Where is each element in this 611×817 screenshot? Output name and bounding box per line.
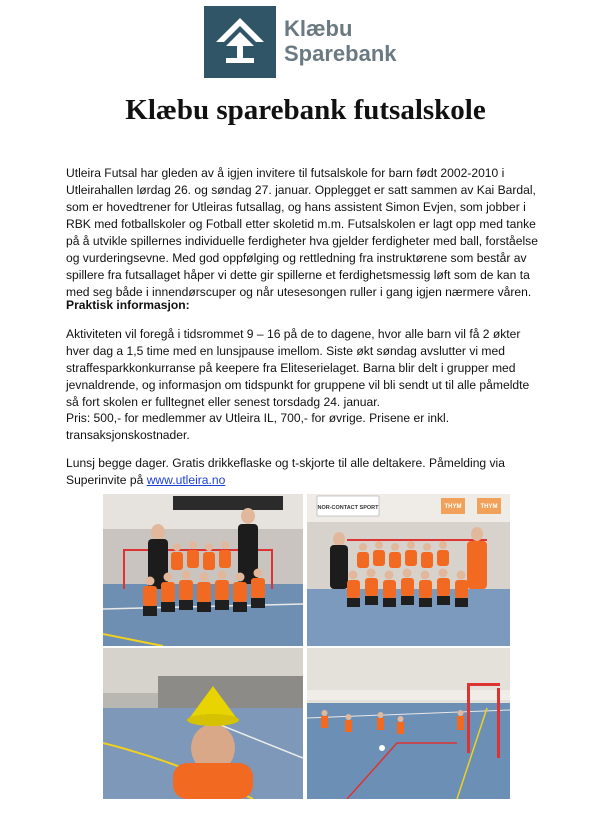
lunch-text: Lunsj begge dager. Gratis drikkeflaske og t-skjorte til alle deltakere. Påmelding via Superinvite på [66,456,505,487]
bank-logo [204,6,408,78]
photo-group-1 [103,494,303,646]
practical-paragraph: Aktiviteten vil foregå i tidsrommet 9 – 16 på de to dagene, hvor alle barn vil få 2 økter hver dag a 1,5 time med en lunsjpause imellom. Siste økt søndag avslutter vi med straffesparkkonkurranse på keepere fra Eliteserielaget. Barna blir delt i grupper med jevnaldrende, og informasjon om tidspunkt for gruppene vil bli sendt ut til alle påmeldte så fort skolen er fulltegnet eller senest torsdadg 24. januar. [66,327,530,409]
intro-paragraph: Utleira Futsal har gleden av å igjen invitere til futsalskole for barn født 2002-2010 i Utleirahallen lørdag 26. og søndag 27. januar. Opplegget er satt sammen av Kai Bardal, som er hovedtrener for Utleiras futsallag, og hans assistent Simon Evjen, som jobber i RBK med fotballskoler og Fotball etter skoletid m.m. Futsalskolen er lagt opp med tanke på å utvikle spillernes individuelle ferdigheter hva gjelder ferdigheter med ball, forståelse og vurderingsevne. Med god oppfølging og rettledning fra instruktørene som består av spillere fra futsallaget håper vi dette gir spillerne et ferdighetsmessig løft som de kan ta med seg både i innendørscuper og når utesesongen ruller i gang igjen nærmere våren. [66,166,538,299]
utleira-link[interactable]: www.utleira.no [146,473,226,487]
lunch-paragraph [66,455,544,489]
photo-cone-hat [103,648,303,799]
price-paragraph: Pris: 500,- for medlemmer av Utleira IL, 700,- for øvrige. Prisene er inkl. transaksjonskostnader. [66,411,450,442]
ad-sign-1: THYM [444,504,462,510]
bank-logo-text: Klæbu Sparebank [284,16,397,66]
section-heading: Praktisk informasjon: [66,298,190,312]
bank-tree-logo-icon [204,6,276,78]
photo-hall-training [307,648,510,799]
banner-text: NOR-CONTACT SPORT [317,505,379,511]
photo-group-2 [307,494,510,646]
page-title: Klæbu sparebank futsalskole [125,94,486,126]
ad-sign-2: THYM [480,504,498,510]
